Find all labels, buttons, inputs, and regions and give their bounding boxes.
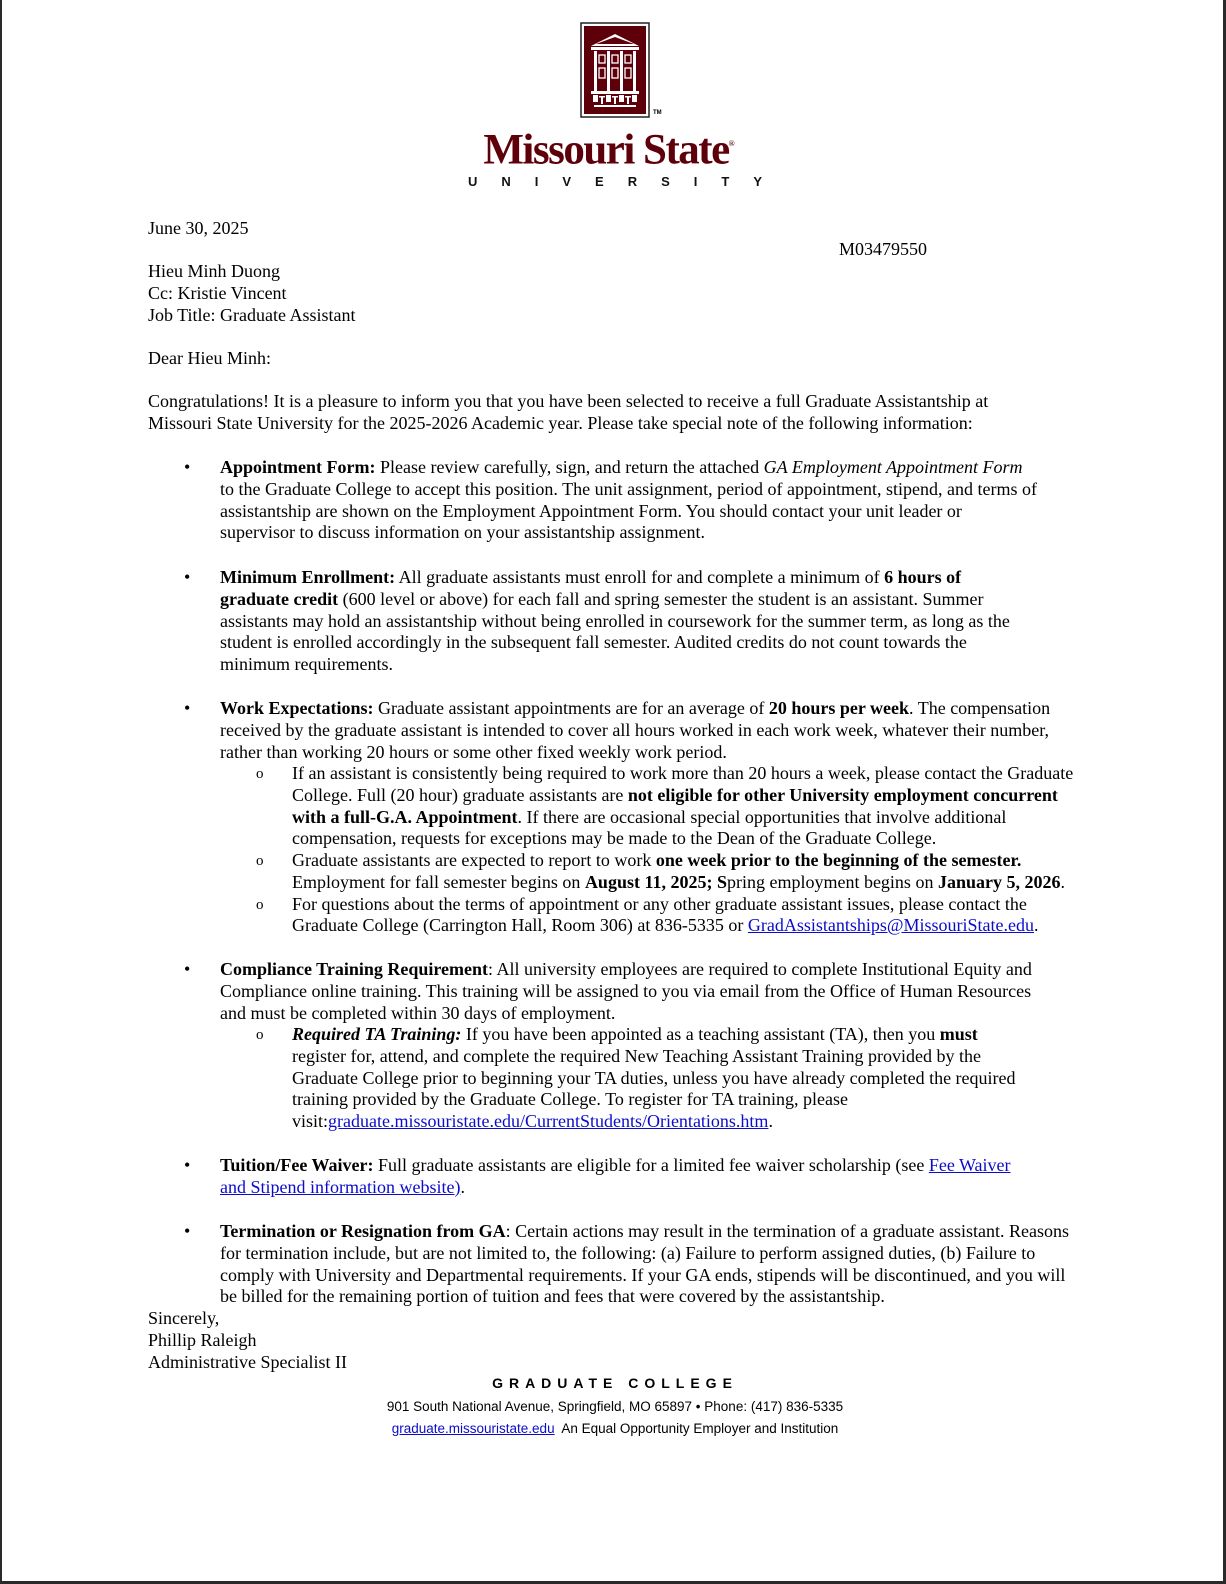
section-heading: Compliance Training Requirement [220, 959, 489, 979]
recipient-name: Hieu Minh Duong [148, 261, 280, 281]
intro-paragraph-line: Congratulations! It is a pleasure to inform you that you have been selected to receive a full Graduate Assistantship at [148, 391, 989, 411]
section-heading: Termination or Resignation from GA [220, 1221, 506, 1241]
trademark-symbol: TM [653, 110, 662, 116]
signer-title: Administrative Specialist II [148, 1352, 347, 1372]
bullet-marker: • [184, 1221, 191, 1241]
bullet-marker: • [184, 698, 191, 718]
letter-date: June 30, 2025 [148, 218, 249, 238]
letter-page: Missouri State® UNIVERSITY TM June 30, 2025 M03479550 Hieu Minh Duong Cc: Kristie Vincent Job Title: Graduate Assistant Dear Hieu Minh: Congratulations! It is a pleasure to inform you that you have been selected to receive a full Graduate Assistantship at Missouri State University for the 2025-2026 Academic year. Please take special note of the following information: • Appointment Form: Please review carefully, sign, and return the attached GA Employment Appointment Form to the Graduate College to accept this position. The unit assignment, period of appointment, stipend, and terms of assistantship are shown on the Employment Appointment Form. You should contact your unit leader or supervisor to discuss information on your assistantship assignment. • Minimum Enrollment: All graduate assistants must enroll for and complete a minimum of 6 hours of graduate credit (600 level or above) for each fall and spring semester the student is an assistant. Summer assistants may hold an assistantship without being enrolled in coursework for the summer term, as long as the student is enrolled accordingly in the subsequent fall semester. Audited credits do not count towards the minimum requirements. • Work Expectations: Graduate assistant appointments are for an average of 20 hours per week. The compensation received by the graduate assistant is intended to cover all hours worked in each work week, whatever their number, rather than working 20 hours or some other fixed weekly work period. o If an assistant is consistently being required to work more than 20 hours a week, please contact the Graduate College. Full (20 hour) graduate assistants are not eligible for other University employment concurrent with a full-G.A. Appointment. If there are occasional special opportunities that involve additional compensation, requests for exceptions may be made to the Dean of the Graduate College. o Graduate assistants are expected to report to work one week prior to the beginning of the semester. Employment for fall semester begins on August 11, 2025; Spring employment begins on January 5, 2026. o For questions about the terms of appointment or any other graduate assistant issues, please contact the Graduate College (Carrington Hall, Room 306) at 836-5335 or GradAssistantships@MissouriState.edu. • Compliance Training Requirement: All university employees are required to complete Institutional Equity and Compliance online training. This training will be assigned to you via email from the Office of Human Resources and must be completed within 30 days of employment. o Required TA Training: If you have been appointed as a teaching assistant (TA), then you must register for, attend, and complete the required New Teaching Assistant Training provided by the Graduate College prior to beginning your TA duties, unless you have already completed the required training provided by the Graduate College. To register for TA training, please visit:graduate.missouristate.edu/CurrentStudents/Orientations.htm. • Tuition/Fee Waiver: Full graduate assistants are eligible for a limited fee waiver scholarship (see Fee Waiver and Stipend information website). • Termination or Resignation from GA: Certain actions may result in the termination of a graduate assistant. Reasons for termination include, but are not limited to, the following: (a) Failure to perform assigned duties, (b) Failure to comply with University and Departmental requirements. If your GA ends, stipends will be discontinued, and you will be billed for the remaining portion of tuition and fees that were covered by the assistantship. Sincerely, Phillip Raleigh Administrative Specialist II GRADUATE COLLEGE 901 South National Avenue, Springfield, MO 65897 • Phone: (417) 836-5335 graduate.missouristate.edu An Equal Opportunity Employer and Institution [0, 0, 1226, 1584]
sub-section-heading: Required TA Training: [292, 1024, 462, 1044]
building-crest-icon [580, 22, 650, 118]
footer-eeo-statement: An Equal Opportunity Employer and Institution [561, 1421, 839, 1436]
grad-assistantships-email-link[interactable]: GradAssistantships@MissouriState.edu [747, 915, 1034, 935]
ta-orientation-link[interactable]: graduate.missouristate.edu/CurrentStudents/Orientations.htm [328, 1111, 769, 1131]
sub-bullet-marker: o [256, 1027, 264, 1043]
student-id: M03479550 [839, 239, 928, 259]
intro-paragraph-line: Missouri State University for the 2025-2026 Academic year. Please take special note of the following information: [148, 413, 973, 433]
section-heading: Tuition/Fee Waiver: [220, 1155, 374, 1175]
sub-bullet-marker: o [256, 766, 264, 782]
valediction: Sincerely, [148, 1308, 220, 1328]
sub-bullet-marker: o [256, 897, 264, 913]
cc-line: Cc: Kristie Vincent [148, 283, 287, 303]
bullet-marker: • [184, 457, 191, 477]
fee-waiver-link-continued[interactable]: and Stipend information website) [220, 1177, 461, 1197]
footer-department: GRADUATE COLLEGE [492, 1375, 738, 1391]
bullet-marker: • [184, 959, 191, 979]
job-title: Job Title: Graduate Assistant [148, 305, 356, 325]
bullet-marker: • [184, 567, 191, 587]
footer-website-link[interactable]: graduate.missouristate.edu [391, 1421, 555, 1436]
sub-bullet-marker: o [256, 853, 264, 869]
institution-subtitle: UNIVERSITY [467, 174, 786, 190]
letterhead [2, 22, 1226, 189]
institution-wordmark: Missouri State® [483, 126, 735, 174]
signer-name: Phillip Raleigh [148, 1330, 257, 1350]
footer-links [2, 1421, 1226, 1436]
bullet-marker: • [184, 1155, 191, 1175]
section-heading: Work Expectations: [220, 698, 374, 718]
footer-address: 901 South National Avenue, Springfield, MO 65897 • Phone: (417) 836-5335 [386, 1399, 844, 1414]
section-heading: Appointment Form: [220, 457, 376, 477]
salutation: Dear Hieu Minh: [148, 348, 271, 368]
section-heading: Minimum Enrollment: [220, 567, 396, 587]
fee-waiver-link[interactable]: Fee Waiver [928, 1155, 1011, 1175]
form-name: GA Employment Appointment Form [763, 457, 1023, 477]
